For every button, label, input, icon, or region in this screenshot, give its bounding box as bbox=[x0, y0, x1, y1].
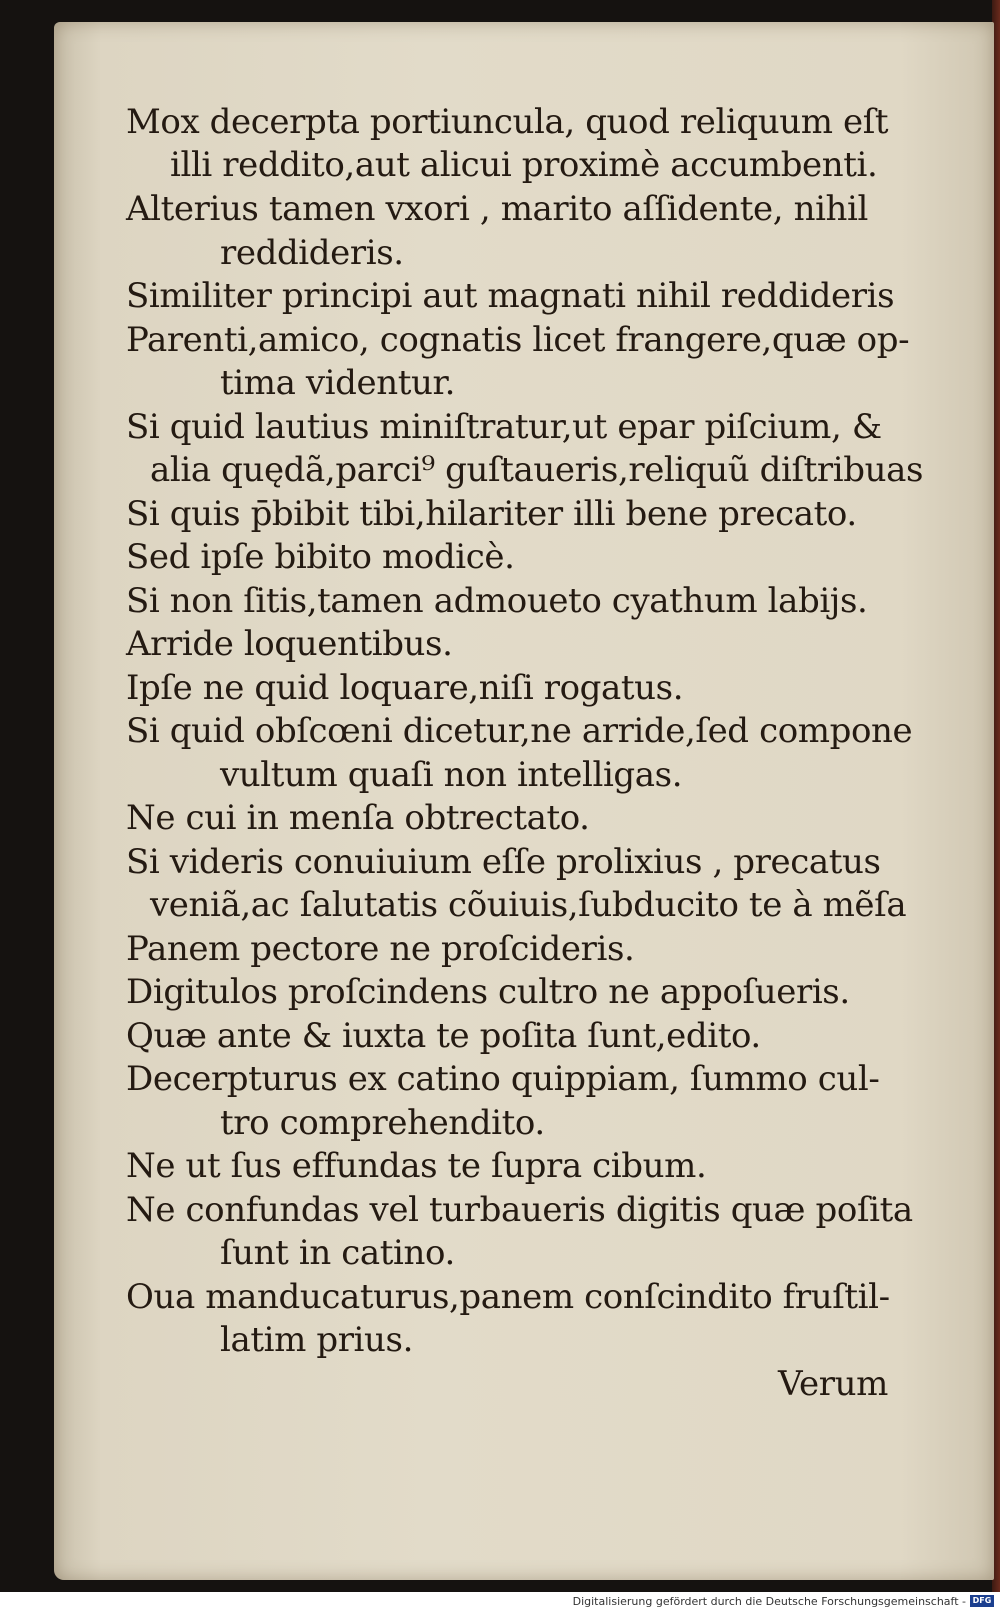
dfg-logo: DFG bbox=[970, 1595, 994, 1607]
text-line: Mox decerpta portiuncula, quod reliquum eſt bbox=[126, 102, 889, 142]
text-line: Decerpturus ex catino quippiam, ſummo cul- bbox=[126, 1059, 880, 1099]
text-line: ſunt in catino. bbox=[220, 1233, 455, 1273]
text-line: reddideris. bbox=[220, 233, 404, 273]
funding-credit: Digitalisierung gefördert durch die Deutsche Forschungsgemeinschaft - bbox=[572, 1595, 966, 1608]
text-line: Sed ipſe bibito modicè. bbox=[126, 537, 515, 577]
text-line: illi reddito,aut alicui proximè accumbenti. bbox=[170, 145, 878, 185]
catchword: Verum bbox=[778, 1364, 888, 1404]
text-line: Si quid lautius miniſtratur,ut epar piſcium, & bbox=[126, 407, 882, 447]
text-line: Ne cui in menſa obtrectato. bbox=[126, 798, 590, 838]
text-line: vultum quaſi non intelligas. bbox=[220, 755, 683, 795]
footer-bar bbox=[0, 1592, 1000, 1612]
text-line: Oua manducaturus,panem conſcindito fruſtil- bbox=[126, 1277, 890, 1317]
text-line: Ne ut ſus effundas te ſupra cibum. bbox=[126, 1146, 707, 1186]
text-line: Ipſe ne quid loquare,niſi rogatus. bbox=[126, 668, 684, 708]
text-line: Digitulos proſcindens cultro ne appoſueris. bbox=[126, 972, 850, 1012]
text-line: tima videntur. bbox=[220, 363, 456, 403]
text-line: Si quid obſcœni dicetur,ne arride,ſed compone bbox=[126, 711, 913, 751]
text-line: Si non ſitis,tamen admoueto cyathum labijs. bbox=[126, 581, 868, 621]
text-line: Ne confundas vel turbaueris digitis quæ poſita bbox=[126, 1190, 913, 1230]
text-line: Parenti,amico, cognatis licet frangere,quæ op- bbox=[126, 320, 910, 360]
text-line: tro comprehendito. bbox=[220, 1103, 545, 1143]
text-line: Panem pectore ne proſcideris. bbox=[126, 929, 635, 969]
text-line: Quæ ante & iuxta te poſita ſunt,edito. bbox=[126, 1016, 761, 1056]
text-line: Similiter principi aut magnati nihil reddideris bbox=[126, 276, 895, 316]
text-line: alia quędã,parci⁹ guſtaueris,reliquũ diſtribuas bbox=[150, 450, 924, 490]
text-line: Si videris conuiuium eſſe prolixius , precatus bbox=[126, 842, 881, 882]
text-line: Si quis p̄bibit tibi,hilariter illi bene precato. bbox=[126, 494, 857, 534]
text-line: latim prius. bbox=[220, 1320, 413, 1360]
text-line: Alterius tamen vxori , marito aſſidente, nihil bbox=[126, 189, 868, 229]
text-line: veniã,ac ſalutatis cõuiuis,ſubducito te à mẽſa bbox=[150, 885, 907, 925]
text-line: Arride loquentibus. bbox=[126, 624, 453, 664]
